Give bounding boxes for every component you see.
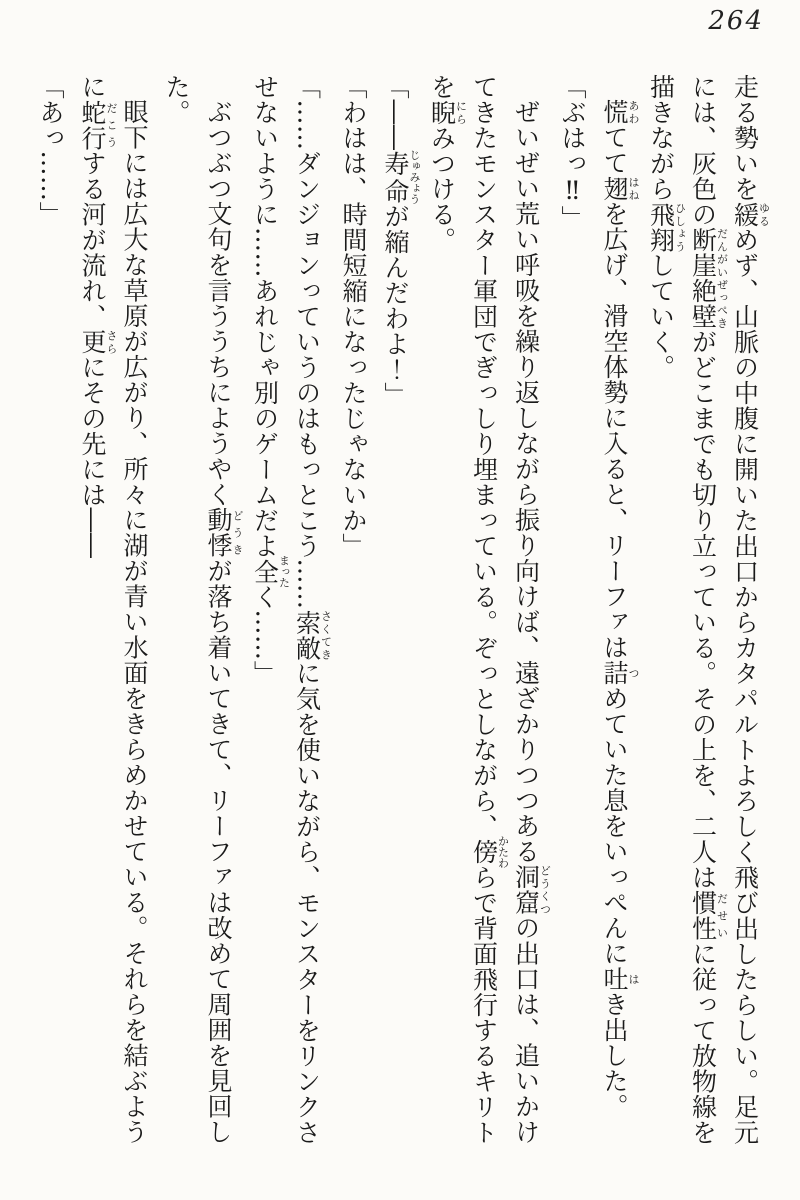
novel-text-block <box>29 74 770 1148</box>
paragraph: ぜいぜい荒い呼吸を繰り返しながら振り向けば、遠ざかりつつある洞窟どうくつの出口は、追いかけてきたモンスター軍団でぎっしり埋まっている。ぞっとしながら、傍かたわらで背面飛行するキリトを睨にらみつける。 <box>427 74 552 1145</box>
furigana-annotated-word: 睨にら <box>427 99 468 125</box>
furigana-annotated-word: 慌あわ <box>600 99 640 125</box>
furigana-annotated-word: 慣性だせい <box>688 890 729 941</box>
furigana-annotated-word: 全まった <box>250 554 291 588</box>
page-number: 264 <box>708 6 764 36</box>
furigana-annotated-word: 動悸どうき <box>204 507 244 558</box>
furigana-annotated-word: 傍かたわ <box>469 835 510 869</box>
furigana-annotated-word: 寿命じゅみょう <box>381 149 421 205</box>
furigana-annotated-word: 翅はね <box>600 175 640 201</box>
furigana-annotated-word: 吐は <box>600 966 640 992</box>
furigana-annotated-word: 詰つ <box>600 660 640 686</box>
paragraph: ぶつぶつ文句を言ううちにようやく動悸どうきが落ち着いてきて、リーファは改めて周囲を見回した。 <box>162 74 244 1145</box>
paragraph: 慌あわてて翅はねを広げ、滑空体勢に入ると、リーファは詰つめていた息をいっぺんに吐はき出した。 <box>600 99 640 1119</box>
furigana-annotated-word: 断崖絶壁だんがいぜっぺき <box>688 227 729 329</box>
furigana-annotated-word: 飛翔ひしょう <box>646 201 687 253</box>
paragraph: 眼下には広大な草原が広がり、所々に湖が青い水面をきらめかせている。それらを結ぶように蛇行だこうする河が流れ、更さらにその先には―― <box>78 74 149 1145</box>
paragraph: 「……ダンジョンっていうのはもっとこう……索敵さくてきに気を使いながら、モンスターをリンクさせないように……あれじゃ別のゲームだよ全まったく……」 <box>250 74 333 1145</box>
furigana-annotated-word: 洞窟どうくつ <box>511 864 552 915</box>
furigana-annotated-word: 蛇行だこう <box>78 99 118 151</box>
paragraph: 「ぶはっ‼」 <box>558 74 587 231</box>
paragraph: 「わはは、時間短縮になったじゃないか」 <box>339 74 368 559</box>
paragraph: 走る勢いを緩ゆるめず、山脈の中腹に開いた出口からカタパルトよろしく飛び出したらしい。足元には、灰色の断崖絶壁だんがいぜっぺきがどこまでも切り立っている。その上を、二人は慣性だせいに従って放物線を描きながら飛翔ひしょうしていく。 <box>646 74 771 1145</box>
furigana-annotated-word: 索敵さくてき <box>292 609 333 661</box>
furigana-annotated-word: 緩ゆる <box>730 201 771 227</box>
furigana-annotated-word: 更さら <box>78 329 118 355</box>
paragraph: 「あっ……」 <box>36 74 65 227</box>
paragraph: 「――寿命じゅみょうが縮んだわよ！」 <box>381 74 421 408</box>
